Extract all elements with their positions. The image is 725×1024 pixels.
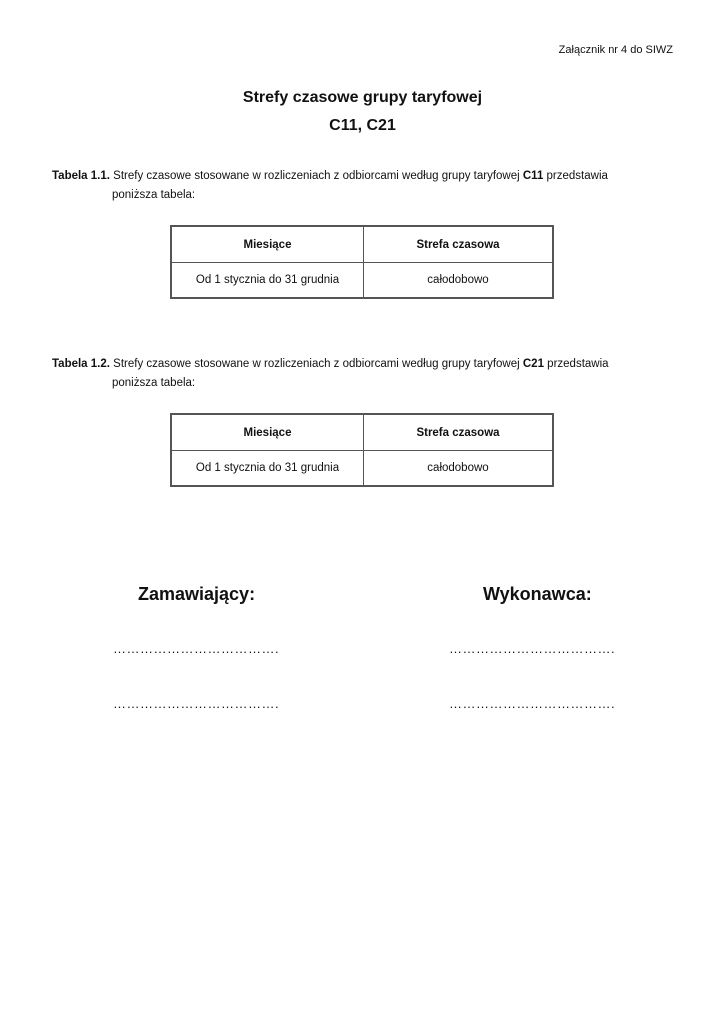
cell-months: Od 1 stycznia do 31 grudnia — [171, 263, 364, 299]
table-1-group: C11 — [522, 170, 544, 182]
table-1-label: Tabela 1.1. — [52, 170, 110, 182]
orderer-signature-line-2: ………………………………. — [113, 696, 280, 711]
table-header-row — [171, 226, 553, 263]
cell-months: Od 1 stycznia do 31 grudnia — [171, 451, 364, 487]
table-2-text: Strefy czasowe stosowane w rozliczeniach z odbiorcami według grupy taryfowej — [109, 358, 523, 370]
table-1-text: Strefy czasowe stosowane w rozliczeniach z odbiorcami według grupy taryfowej — [109, 170, 523, 182]
table-2-label: Tabela 1.2. — [52, 358, 110, 370]
header-time-zone: Strefa czasowa — [364, 226, 554, 263]
annex-label: Załącznik nr 4 do SIWZ — [558, 44, 673, 56]
cell-time-zone: całodobowo — [364, 451, 554, 487]
table-1-text-line2: poniższa tabela: — [112, 189, 196, 201]
table-2 — [170, 413, 554, 487]
table-1-description — [52, 167, 677, 205]
contractor-signature-line-1: ………………………………. — [449, 641, 616, 656]
header-months: Miesiące — [171, 226, 364, 263]
table-2-text-line2: poniższa tabela: — [112, 377, 196, 389]
table-1 — [170, 225, 554, 299]
table-1-text-after: przedstawia — [543, 170, 608, 182]
document-subtitle: C11, C21 — [329, 117, 396, 134]
document-title: Strefy czasowe grupy taryfowej — [242, 89, 483, 106]
cell-time-zone: całodobowo — [364, 263, 554, 299]
orderer-label: Zamawiający: — [138, 584, 256, 604]
contractor-label: Wykonawca: — [483, 584, 592, 604]
table-2-text-after: przedstawia — [543, 358, 609, 370]
table-2-group: C21 — [522, 358, 544, 370]
header-months: Miesiące — [171, 414, 364, 451]
table-2-description — [52, 355, 677, 393]
table-row — [171, 263, 553, 299]
header-time-zone: Strefa czasowa — [364, 414, 554, 451]
table-header-row — [171, 414, 553, 451]
contractor-signature-line-2: ………………………………. — [449, 696, 616, 711]
orderer-signature-line-1: ………………………………. — [113, 641, 280, 656]
table-row — [171, 451, 553, 487]
